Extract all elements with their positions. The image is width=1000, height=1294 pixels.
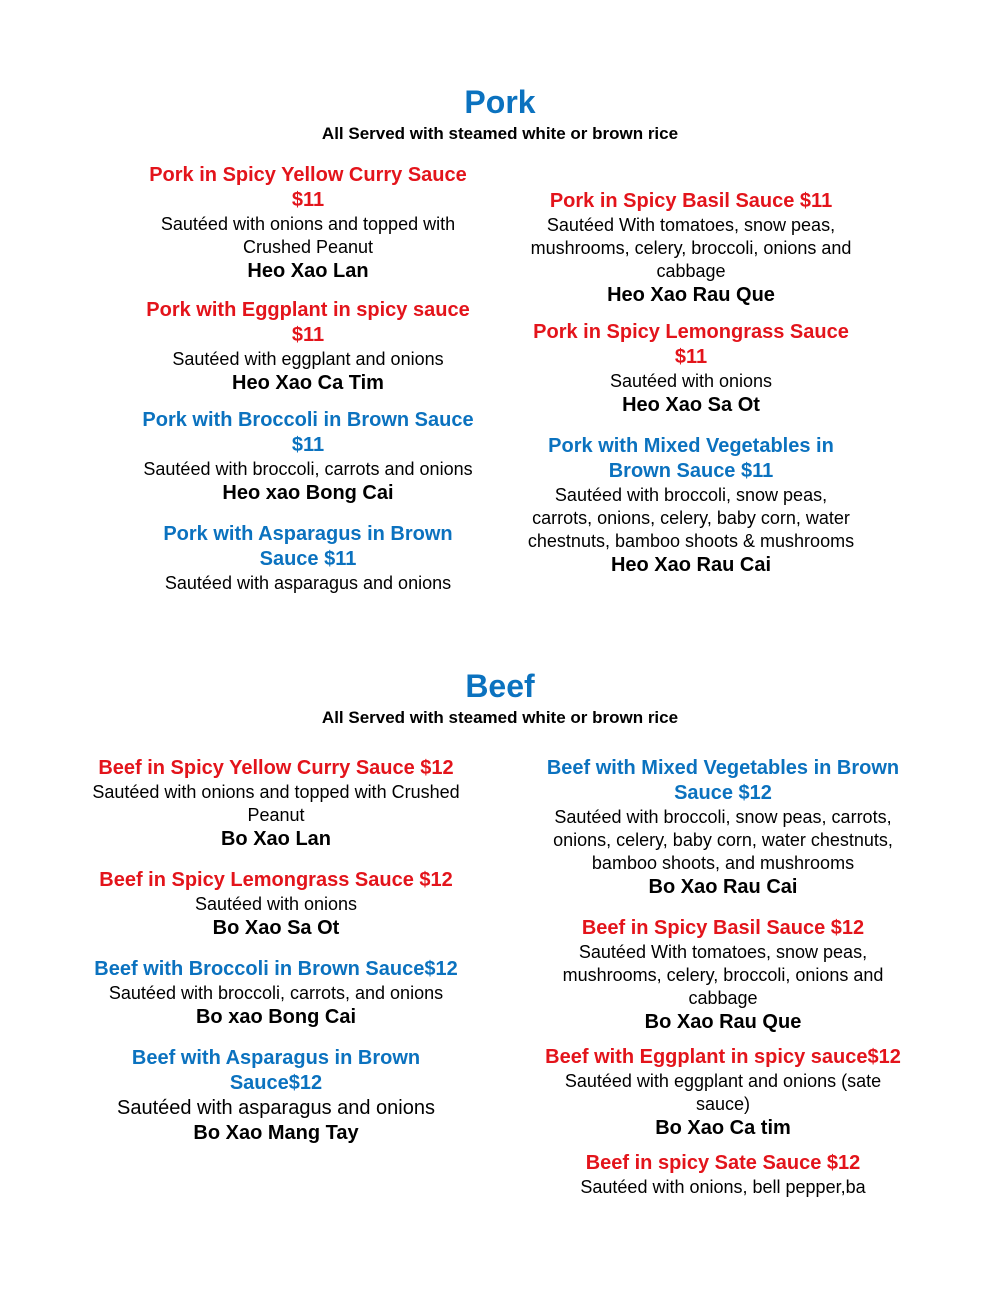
menu-item-description: Sautéed With tomatoes, snow peas, mushrooms, celery, broccoli, onions and cabbage [562,942,884,1008]
menu-item-name: Pork with Eggplant in spicy sauce $11 [146,299,470,346]
menu-item-description: Sautéed with onions and topped with Crushed Peanut [160,214,456,257]
menu-item-vietnamese-name: Heo xao Bong Cai [222,482,394,504]
menu-item [526,189,856,308]
menu-item-name: Beef with Eggplant in spicy sauce$12 [545,1046,901,1068]
menu-item [140,298,476,396]
beef-right-column [523,756,923,1199]
menu-item-name: Pork with Asparagus in Brown Sauce $11 [163,523,453,570]
menu-item-vietnamese-name: Heo Xao Rau Cai [610,554,772,576]
menu-item-name: Beef in spicy Sate Sauce $12 [585,1152,861,1174]
menu-item-vietnamese-name: Bo Xao Rau Que [644,1011,802,1033]
menu-item-name: Beef in Spicy Yellow Curry Sauce $12 [98,757,454,779]
menu-item [526,320,856,418]
menu-item-name: Beef in Spicy Basil Sauce $12 [581,917,865,939]
menu-item [76,868,476,941]
menu-item-description: Sautéed with broccoli, carrots, and onions [108,983,444,1003]
menu-item-name: Pork in Spicy Basil Sauce $11 [549,190,833,212]
menu-item-name: Pork with Mixed Vegetables in Brown Sauce $11 [548,435,834,482]
menu-item-description: Sautéed with asparagus and onions [164,573,452,593]
menu-item [140,522,476,595]
menu-item [76,957,476,1030]
menu-item-name: Pork with Broccoli in Brown Sauce $11 [142,409,474,456]
pork-section-title: Pork [464,84,536,120]
menu-item [526,434,856,578]
menu-item-vietnamese-name: Heo Xao Lan [247,260,369,282]
pork-left-column [140,163,476,595]
menu-item [523,756,923,900]
menu-item-description: Sautéed with asparagus and onions [116,1097,435,1119]
menu-item [76,756,476,852]
menu-item-vietnamese-name: Bo Xao Mang Tay [193,1122,359,1144]
menu-item [523,1151,923,1199]
menu-item-vietnamese-name: Heo Xao Rau Que [607,284,775,306]
menu-item-vietnamese-name: Bo Xao Ca tim [655,1117,791,1139]
menu-item [523,1045,923,1141]
menu-item-vietnamese-name: Heo Xao Ca Tim [232,372,384,394]
menu-item-description: Sautéed with onions and topped with Crushed Peanut [92,782,460,825]
menu-item-name: Pork in Spicy Lemongrass Sauce $11 [533,321,849,368]
menu-item-description: Sautéed with eggplant and onions [172,349,444,369]
menu-item-description: Sautéed With tomatoes, snow peas, mushrooms, celery, broccoli, onions and cabbage [530,215,852,281]
menu-item-name: Beef with Broccoli in Brown Sauce$12 [94,958,458,980]
menu-item-vietnamese-name: Bo Xao Lan [220,828,331,850]
menu-item-vietnamese-name: Bo Xao Sa Ot [212,917,340,939]
menu-item-name: Beef in Spicy Lemongrass Sauce $12 [99,869,453,891]
menu-item-description: Sautéed with broccoli, carrots and onions [143,459,473,479]
menu-item-description: Sautéed with onions [194,894,358,914]
menu-item-vietnamese-name: Bo xao Bong Cai [195,1006,356,1028]
pork-section-subtitle: All Served with steamed white or brown rice [321,124,679,143]
menu-item-description: Sautéed with onions, bell pepper,ba [580,1177,866,1197]
menu-item-description: Sautéed with onions [609,371,773,391]
menu-item-description: Sautéed with broccoli, snow peas, carrots, onions, celery, baby corn, water chestnuts, bamboo shoots, and mushrooms [553,807,893,873]
menu-item-name: Beef with Asparagus in Brown Sauce$12 [131,1047,421,1094]
menu-item-vietnamese-name: Bo Xao Rau Cai [648,876,798,898]
menu-item-description: Sautéed with eggplant and onions (sate sauce) [564,1071,882,1114]
menu-item-vietnamese-name: Heo Xao Sa Ot [622,394,760,416]
beef-left-column [76,756,476,1146]
beef-section-title: Beef [465,668,535,704]
beef-section-subtitle: All Served with steamed white or brown rice [321,708,679,727]
pork-right-column [526,189,856,578]
menu-item [523,916,923,1035]
menu-item [140,408,476,506]
menu-item [76,1046,476,1146]
menu-item-name: Beef with Mixed Vegetables in Brown Sauce $12 [546,757,900,804]
menu-item-name: Pork in Spicy Yellow Curry Sauce $11 [149,164,467,211]
menu-item [140,163,476,284]
menu-item-description: Sautéed with broccoli, snow peas, carrots, onions, celery, baby corn, water chestnuts, bamboo shoots & mushrooms [527,485,855,551]
